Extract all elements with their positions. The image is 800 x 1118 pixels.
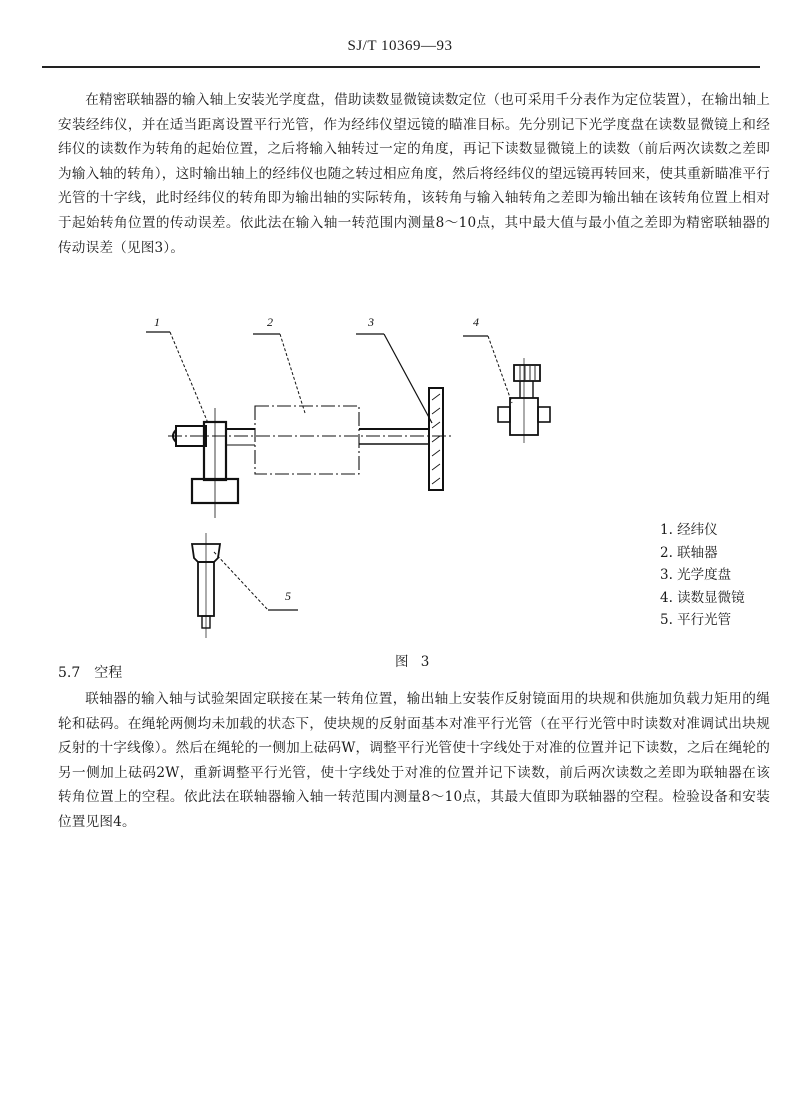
section-title: 空程 [94,665,123,681]
figure-legend [660,519,745,632]
callout-1: 1 [154,315,160,329]
callout-3: 3 [368,315,374,329]
legend-item-coupling: 2. 联轴器 [660,544,718,561]
legend-item-reading-microscope: 4. 读数显微镜 [660,589,745,606]
legend-item-theodolite: 1. 经纬仪 [660,522,718,538]
header-rule [42,66,760,68]
section-heading [58,662,136,682]
figure-3-diagram [140,308,610,652]
figure-caption: 图 3 [395,654,434,670]
page-header: SJ/T 10369—93 [347,38,453,54]
paragraph-transmission-error: 在精密联轴器的输入轴上安装光学度盘，借助读数显微镜读数定位（也可采用千分表作为定位装置），在输出轴上安装经纬仪，并在适当距离设置平行光管，作为经纬仪望远镜的瞄准目标。先分别记下光学度盘在读数显微镜上和经纬仪的读数作为转角的起始位置，之后将输入轴转过一定的角度，再记下读数显微镜上的读数（前后两次读数之差即为输入轴的转角），这时输出轴上的经纬仪也随之转过相应角度，然后将经纬仪的望远镜再转回来，使其重新瞄准平行光管的十字线，此时经纬仪的转角即为输出轴的实际转角，该转角与输入轴转角之差即为输出轴在该转角位置上相对于起始转角位置的传动误差。依此法在输入轴一转范围内测量8～10点，其中最大值与最小值之差即为精密联轴器的传动误差（见图3）。 [58,92,770,256]
callout-5: 5 [285,589,291,603]
legend-item-optical-disc: 3. 光学度盘 [660,567,732,583]
section-number: 5.7 [58,665,81,681]
legend-item-collimator: 5. 平行光管 [660,612,732,628]
callout-2: 2 [267,315,273,329]
callout-4: 4 [473,315,479,329]
paragraph-backlash: 联轴器的输入轴与试验架固定联接在某一转角位置，输出轴上安装作反射镜面用的块规和供施加负载力矩用的绳轮和砝码。在绳轮两侧均未加载的状态下，使块规的反射面基本对准平行光管（在平行光管中时读数对准调试出块规反射的十字线像）。然后在绳轮的一侧加上砝码W，调整平行光管使十字线处于对准的位置并记下读数，之后在绳轮的另一侧加上砝码2W，重新调整平行光管，使十字线处于对准的位置并记下读数，前后两次读数之差即为联轴器在该转角位置上的空程。依此法在联轴器输入轴一转范围内测量8～10点，其最大值即为联轴器的空程。检验设备和安装位置见图4。 [58,691,770,830]
